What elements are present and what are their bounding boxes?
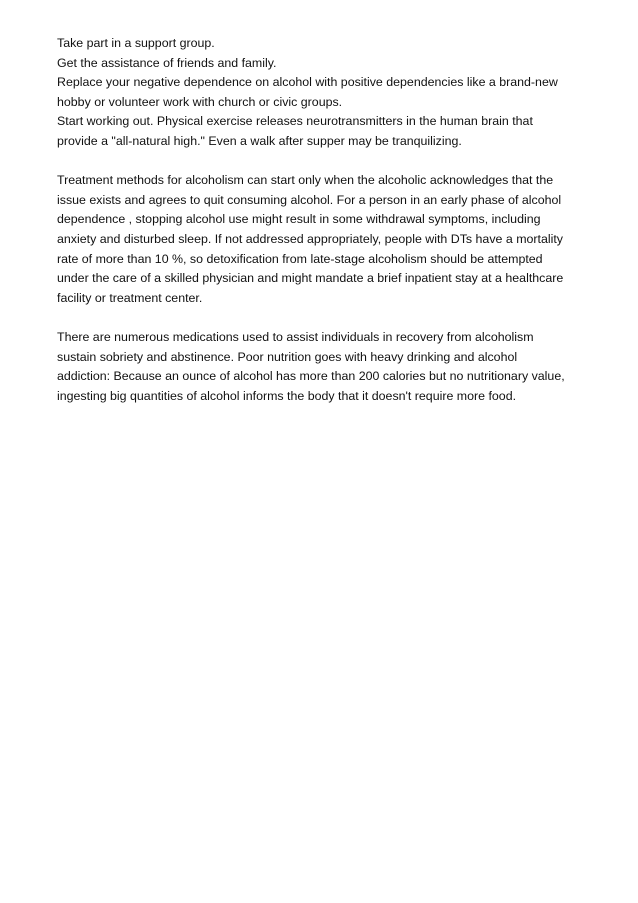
- paragraph-line: issue exists and agrees to quit consuming alcohol. For a person in an early phase of alcohol: [57, 192, 562, 207]
- paragraph-line: Treatment methods for alcoholism can start only when the alcoholic acknowledges that the: [57, 173, 554, 188]
- tip-line: Replace your negative dependence on alcohol with positive dependencies like a brand-new: [57, 75, 558, 90]
- paragraph-line: facility or treatment center.: [57, 290, 203, 305]
- paragraph-line: addiction: Because an ounce of alcohol has more than 200 calories but no nutritionary value,: [57, 369, 565, 384]
- tip-line: Get the assistance of friends and family.: [57, 55, 277, 70]
- paragraph-line: There are numerous medications used to assist individuals in recovery from alcoholism: [57, 329, 534, 344]
- tip-line: Start working out. Physical exercise releases neurotransmitters in the human brain that: [57, 114, 533, 129]
- paragraph-line: ingesting big quantities of alcohol informs the body that it doesn't require more food.: [57, 388, 517, 403]
- treatment-paragraph: [57, 171, 597, 308]
- document-body: [57, 34, 597, 406]
- medications-paragraph: [57, 328, 597, 406]
- tip-line: Take part in a support group.: [57, 36, 215, 50]
- paragraph-line: anxiety and disturbed sleep. If not addressed appropriately, people with DTs have a mortality: [57, 231, 564, 246]
- paragraph-line: under the care of a skilled physician and might mandate a brief inpatient stay at a healthcare: [57, 271, 564, 286]
- tip-line: hobby or volunteer work with church or civic groups.: [57, 94, 343, 109]
- tip-line: provide a "all-natural high." Even a walk after supper may be tranquilizing.: [57, 133, 462, 148]
- paragraph-line: rate of more than 10 %, so detoxification from late-stage alcoholism should be attempted: [57, 251, 543, 266]
- paragraph-line: dependence , stopping alcohol use might result in some withdrawal symptoms, including: [57, 212, 541, 227]
- paragraph-line: sustain sobriety and abstinence. Poor nutrition goes with heavy drinking and alcohol: [57, 349, 518, 364]
- tips-list: [57, 34, 597, 152]
